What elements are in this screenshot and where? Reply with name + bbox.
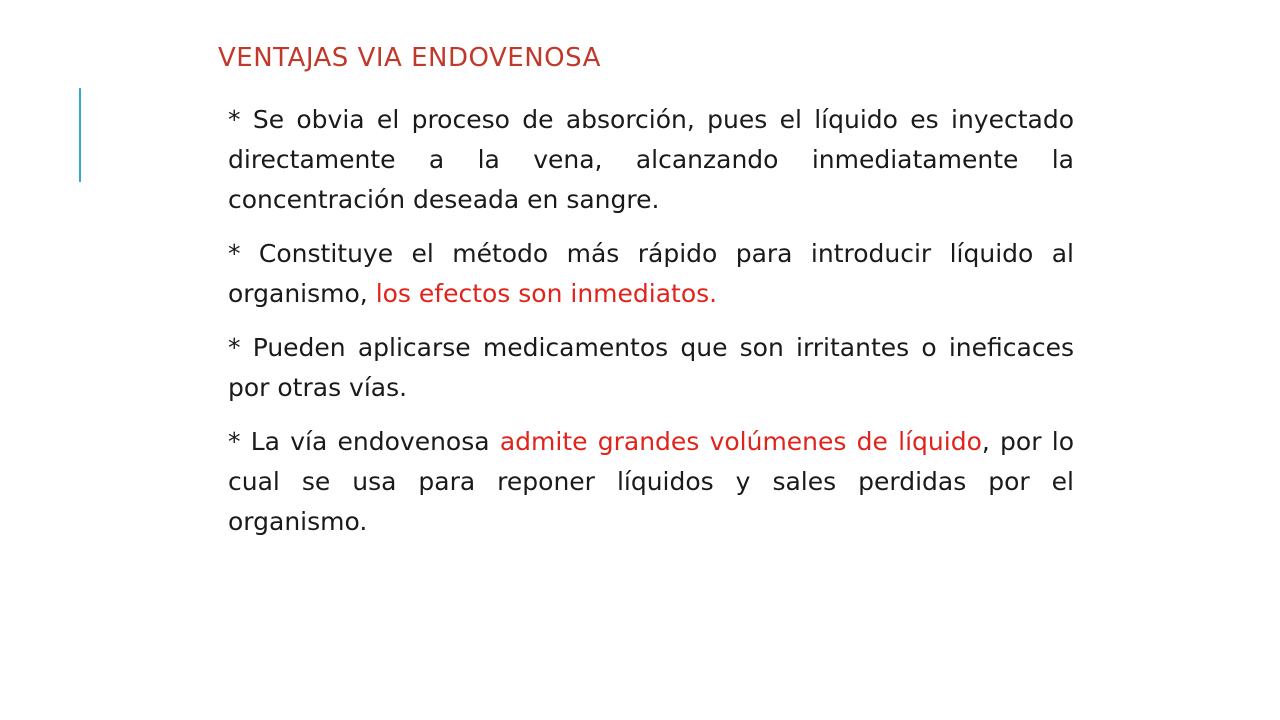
paragraph-text: * Constituye el método más rápido para introducir líquido al organismo, xyxy=(228,239,1074,308)
slide-title: VENTAJAS VIA ENDOVENOSA xyxy=(218,43,601,73)
bullet-paragraph-4 xyxy=(228,422,1074,542)
highlighted-text: admite grandes volúmenes de líquido xyxy=(499,427,982,456)
bullet-paragraph-1 xyxy=(228,100,1074,220)
paragraph-text-continued: , por lo cual se usa para reponer líquidos y sales perdidas por el organismo. xyxy=(228,427,1074,536)
bullet-paragraph-3 xyxy=(228,328,1074,408)
paragraph-text: * Pueden aplicarse medicamentos que son irritantes o ineficaces por otras vías. xyxy=(228,333,1074,402)
accent-bar xyxy=(79,88,81,182)
slide-body xyxy=(228,100,1074,556)
paragraph-text: * La vía endovenosa xyxy=(228,427,500,456)
bullet-paragraph-2 xyxy=(228,234,1074,314)
paragraph-text: * Se obvia el proceso de absorción, pues el líquido es inyectado directamente a la vena, alcanzando inmediatamente la concentración deseada en sangre. xyxy=(228,105,1074,214)
highlighted-text: los efectos son inmediatos. xyxy=(375,279,718,308)
